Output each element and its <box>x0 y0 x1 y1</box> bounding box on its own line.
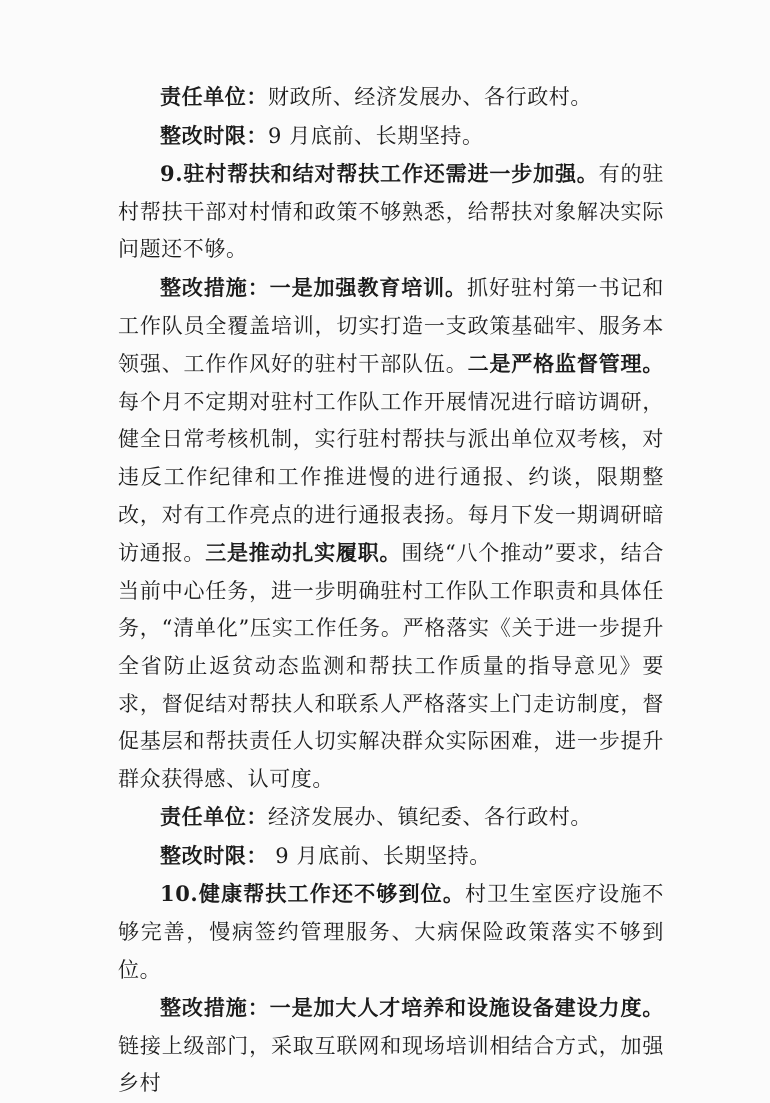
responsible-unit-paragraph <box>118 78 664 117</box>
measures-9-paragraph <box>118 269 664 798</box>
measure-10-text-1: 链接上级部门，采取互联网和现场培训相结合方式，加强乡村 <box>118 1033 664 1096</box>
measures-10-paragraph <box>118 989 664 1103</box>
measure-heading-1: 一是加强教育培训。 <box>269 274 467 300</box>
issue-9-heading: 9.驻村帮扶和结对帮扶工作还需进一步加强。 <box>160 161 599 187</box>
measures-label: 整改措施： <box>160 274 270 300</box>
deadline-label-2: 整改时限： <box>160 842 268 868</box>
issue-9-description: 有的驻村帮扶干部对村情和政策不够熟悉，给帮扶对象解决实际问题还不够。 <box>118 162 664 262</box>
measure-heading-3: 三是推动扎实履职。 <box>205 540 402 566</box>
measure-heading-2: 二是严格监督管理。 <box>467 351 664 377</box>
deadline-paragraph-2 <box>118 837 664 876</box>
issue-10-description: 村卫生室医疗设施不够完善，慢病签约管理服务、大病保险政策落实不够到位。 <box>118 882 664 982</box>
issue-10-paragraph <box>118 875 664 989</box>
responsible-unit-paragraph-2 <box>118 798 664 837</box>
measure-10-heading-1: 一是加大人才培养和设施设备建设力度。 <box>269 995 664 1021</box>
deadline-label: 整改时限： <box>160 122 268 148</box>
measure-text-2: 每个月不定期对驻村工作队工作开展情况进行暗访调研，健全日常考核机制，实行驻村帮扶与派出单位双考核，对违反工作纪律和工作推进慢的进行通报、约谈，限期整改，对有工作亮点的进行通报表扬。每月下发一期调研暗访通报。 <box>118 389 664 566</box>
responsible-unit-value-2: 经济发展办、镇纪委、各行政村。 <box>268 805 592 830</box>
deadline-paragraph <box>118 117 664 156</box>
responsible-unit-label-2: 责任单位： <box>160 804 268 830</box>
issue-9-paragraph <box>118 155 664 269</box>
deadline-value-2: 9 月底前、长期坚持。 <box>268 843 491 868</box>
measures-label-10: 整改措施： <box>160 995 270 1021</box>
responsible-unit-value: 财政所、经济发展办、各行政村。 <box>268 85 592 109</box>
document-body <box>118 78 664 1103</box>
deadline-value: 9 月底前、长期坚持。 <box>268 123 484 148</box>
measure-text-1: 抓好驻村第一书记和工作队员全覆盖培训，切实打造一支政策基础牢、服务本领强、工作作风好的驻村干部队伍。 <box>118 275 664 377</box>
measure-text-3: 围绕“八个推动”要求，结合当前中心任务，进一步明确驻村工作队工作职责和具体任务，“清单化”压实工作任务。严格落实《关于进一步提升全省防止返贫动态监测和帮扶工作质量的指导意见》要求，督促结对帮扶人和联系人严格落实上门走访制度，督促基层和帮扶责任人切实解决群众实际困难，进一步提升群众获得感、认可度。 <box>118 541 664 791</box>
responsible-unit-label: 责任单位： <box>160 84 268 109</box>
issue-10-heading: 10.健康帮扶工作还不够到位。 <box>160 881 465 907</box>
